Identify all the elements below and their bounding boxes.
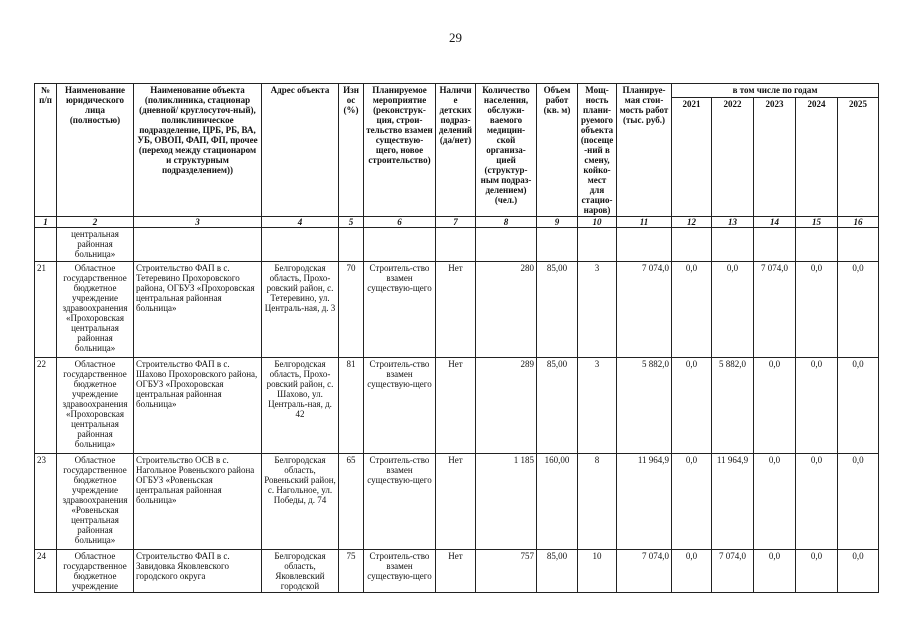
row-year-value: 0,0 (838, 262, 879, 358)
row-child: Нет (436, 454, 476, 550)
column-number: 6 (364, 217, 436, 228)
row-entity: Областное государственное бюджетное учреждение здравоохранения «Ровеньская центральная районная больница» (57, 454, 134, 550)
column-number: 8 (476, 217, 537, 228)
table-row (35, 358, 879, 454)
column-number: 9 (537, 217, 578, 228)
column-number: 15 (796, 217, 838, 228)
row-object: Строительство ФАП в с. Тетеревино Прохоровского района, ОГБУЗ «Прохоровская центральная районная больница» (134, 262, 262, 358)
row-num: 22 (35, 358, 57, 454)
row-object: Строительство ОСВ в с. Нагольное Ровеньского района ОГБУЗ «Ровеньская центральная районная больница» (134, 454, 262, 550)
col-address-header: Адрес объекта (262, 84, 339, 217)
column-number: 11 (617, 217, 672, 228)
column-number: 5 (339, 217, 364, 228)
row-wear: 75 (339, 550, 364, 593)
row-num: 23 (35, 454, 57, 550)
row-year-value: 11 964,9 (712, 454, 754, 550)
table-row (35, 454, 879, 550)
row-wear: 70 (339, 262, 364, 358)
row-year-value: 5 882,0 (712, 358, 754, 454)
row-year-value: 0,0 (672, 550, 712, 593)
col-object-header: Наименование объекта (поликлиника, стационар (дневной/ круглосуточ-ный), поликлиническое подразделение, ЦРБ, РБ, ВА, УБ, ОВОП, ФАП, ФП, прочее (переход между стационаром и структурным подразделением)) (134, 84, 262, 217)
col-year-header: 2023 (754, 97, 796, 216)
column-number: 4 (262, 217, 339, 228)
row-child: Нет (436, 550, 476, 593)
row-entity: Областное государственное бюджетное учреждение здравоохранения «Прохоровская центральная районная больница» (57, 262, 134, 358)
row-volume: 85,00 (537, 262, 578, 358)
row-cost: 11 964,9 (617, 454, 672, 550)
column-number: 12 (672, 217, 712, 228)
row-address: Белгородская область, Ровеньский район, с. Нагольное, ул. Победы, д. 74 (262, 454, 339, 550)
column-number: 13 (712, 217, 754, 228)
row-year-value: 0,0 (838, 454, 879, 550)
column-number: 10 (578, 217, 617, 228)
row-planned: Строитель-ство взамен существую-щего (364, 550, 436, 593)
row-wear: 65 (339, 454, 364, 550)
row-year-value: 0,0 (672, 454, 712, 550)
table-row (35, 262, 879, 358)
column-number: 14 (754, 217, 796, 228)
column-number: 16 (838, 217, 879, 228)
col-wear-header: Износ (%) (339, 84, 364, 217)
row-address: Белгородская область, Яковлевский городской (262, 550, 339, 593)
row-planned: Строитель-ство взамен существую-щего (364, 358, 436, 454)
row-year-value: 7 074,0 (712, 550, 754, 593)
column-number: 1 (35, 217, 57, 228)
row-year-value: 0,0 (672, 262, 712, 358)
row-volume: 160,00 (537, 454, 578, 550)
row-year-value: 0,0 (796, 358, 838, 454)
row-num: 24 (35, 550, 57, 593)
row-cost: 7 074,0 (617, 550, 672, 593)
page-number: 29 (449, 30, 462, 45)
column-number: 7 (436, 217, 476, 228)
header-row-1 (35, 84, 879, 98)
row-planned: Строитель-ство взамен существую-щего (364, 262, 436, 358)
row-year-value: 0,0 (754, 454, 796, 550)
row-volume: 85,00 (537, 358, 578, 454)
row-population: 280 (476, 262, 537, 358)
row-cost: 5 882,0 (617, 358, 672, 454)
row-num: 21 (35, 262, 57, 358)
col-child-header: Наличие детских подраз-делений (да/нет) (436, 84, 476, 217)
continuation-row (35, 228, 879, 262)
row-entity: Областное государственное бюджетное учреждение здравоохранения «Прохоровская центральная районная больница» (57, 358, 134, 454)
col-year-header: 2022 (712, 97, 754, 216)
row-volume: 85,00 (537, 550, 578, 593)
row-year-value: 0,0 (712, 262, 754, 358)
row-capacity: 3 (578, 262, 617, 358)
row-year-value: 0,0 (796, 454, 838, 550)
col-capacity-header: Мощ-ность плани-руемого объекта (посеще-ний в смену, койко-мест для стацио-наров) (578, 84, 617, 217)
row-address: Белгородская область, Прохо-ровский район, с. Шахово, ул. Централь-ная, д. 42 (262, 358, 339, 454)
row-child: Нет (436, 262, 476, 358)
col-year-header: 2025 (838, 97, 879, 216)
row-cost: 7 074,0 (617, 262, 672, 358)
col-planned-header: Планируемое мероприятие (реконструк-ция, строи-тельство взамен существую-щего, новое строительство) (364, 84, 436, 217)
col-years-group-header: в том числе по годам (672, 84, 879, 98)
row-object: Строительство ФАП в с. Шахово Прохоровского района, ОГБУЗ «Прохоровская центральная районная больница» (134, 358, 262, 454)
row-entity: Областное государственное бюджетное учреждение (57, 550, 134, 593)
column-number: 2 (57, 217, 134, 228)
row-population: 1 185 (476, 454, 537, 550)
row-year-value: 0,0 (754, 550, 796, 593)
column-number-row (35, 217, 879, 228)
col-entity-header: Наименование юридического лица (полностью) (57, 84, 134, 217)
row-year-value: 0,0 (754, 358, 796, 454)
row-capacity: 10 (578, 550, 617, 593)
row-year-value: 0,0 (796, 262, 838, 358)
col-year-header: 2024 (796, 97, 838, 216)
row-year-value: 0,0 (672, 358, 712, 454)
continuation-text: центральная районная больница» (57, 228, 134, 262)
col-cost-header: Планируе-мая стои-мость работ (тыс. руб.) (617, 84, 672, 217)
row-capacity: 3 (578, 358, 617, 454)
col-population-header: Количество населения, обслужи-ваемого медицин-ской организа-цией (структур-ным подраз-делением) (чел.) (476, 84, 537, 217)
column-number: 3 (134, 217, 262, 228)
row-planned: Строитель-ство взамен существую-щего (364, 454, 436, 550)
row-population: 757 (476, 550, 537, 593)
row-child: Нет (436, 358, 476, 454)
row-year-value: 0,0 (796, 550, 838, 593)
row-capacity: 8 (578, 454, 617, 550)
investment-table (34, 83, 879, 593)
row-year-value: 7 074,0 (754, 262, 796, 358)
row-population: 289 (476, 358, 537, 454)
table-row (35, 550, 879, 593)
row-object: Строительство ФАП в с. Завидовка Яковлевского городского округа (134, 550, 262, 593)
row-wear: 81 (339, 358, 364, 454)
row-year-value: 0,0 (838, 358, 879, 454)
col-num-header: № п/п (35, 84, 57, 217)
row-year-value: 0,0 (838, 550, 879, 593)
col-volume-header: Объем работ (кв. м) (537, 84, 578, 217)
col-year-header: 2021 (672, 97, 712, 216)
row-address: Белгородская область, Прохо-ровский район, с. Тетеревино, ул. Централь-ная, д. 3 (262, 262, 339, 358)
